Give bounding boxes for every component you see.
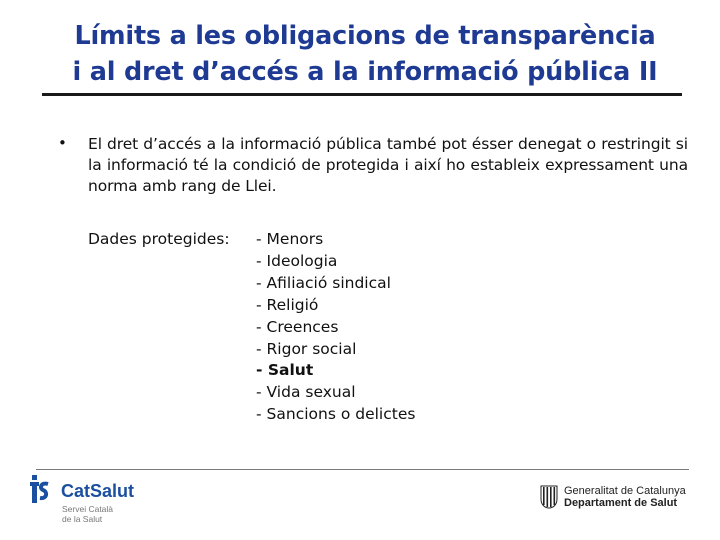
title-line-1: Límits a les obligacions de transparència — [74, 21, 656, 51]
bullet-icon: • — [58, 134, 67, 152]
list-item: - Vida sexual — [256, 382, 415, 404]
title-line-2: i al dret d’accés a la informació pública II — [72, 57, 658, 87]
generalitat-text — [564, 485, 686, 509]
generalitat-name: Generalitat de Catalunya — [564, 485, 686, 497]
protected-data-label: Dades protegides: — [88, 230, 230, 248]
department-name: Departament de Salut — [564, 497, 678, 509]
generalitat-logo-icon — [540, 485, 558, 509]
list-item: - Sancions o delictes — [256, 404, 415, 426]
list-item: - Creences — [256, 317, 415, 339]
slide-title — [40, 18, 690, 90]
protected-data-list — [256, 229, 415, 426]
body-paragraph: El dret d’accés a la informació pública també pot ésser denegat o restringit si la informació té la condició de protegida i així ho estableix expressament una norma amb rang de Llei. — [88, 135, 688, 195]
list-item: - Salut — [256, 360, 415, 382]
catsalut-subtitle — [62, 504, 122, 524]
catsalut-name: CatSalut — [61, 481, 135, 501]
list-item: - Afiliació sindical — [256, 273, 415, 295]
catsalut-logo-icon — [30, 475, 50, 505]
title-underline — [42, 93, 682, 96]
catsalut-subtitle-line-1: Servei Català — [62, 504, 114, 514]
list-item: - Religió — [256, 295, 415, 317]
catsalut-subtitle-line-2: de la Salut — [62, 514, 103, 524]
list-item: - Menors — [256, 229, 415, 251]
list-item: - Rigor social — [256, 339, 415, 361]
footer-divider — [36, 469, 689, 470]
list-item: - Ideologia — [256, 251, 415, 273]
